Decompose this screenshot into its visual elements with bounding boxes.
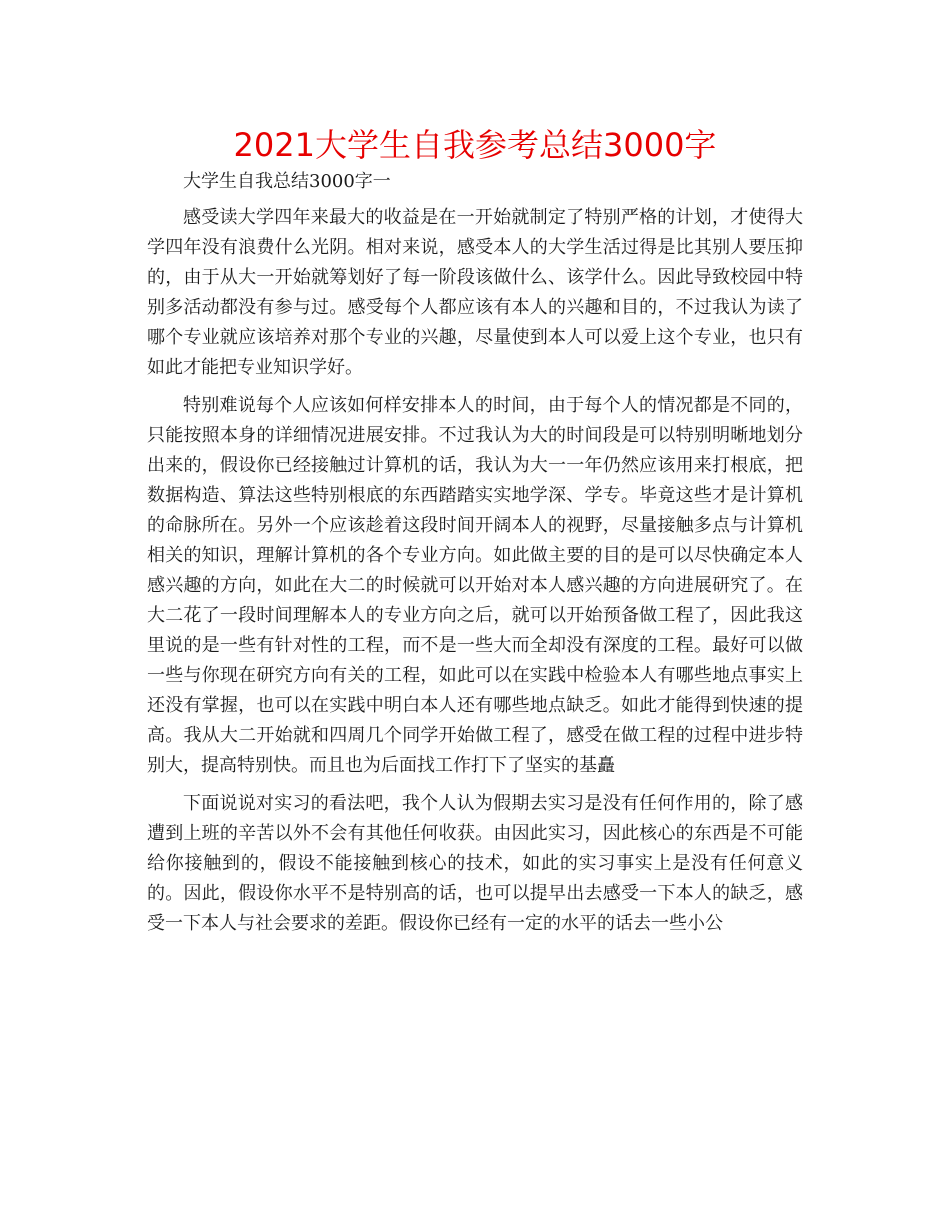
document-title: 2021大学生自我参考总结3000字 xyxy=(233,126,717,164)
paragraph: 下面说说对实习的看法吧，我个人认为假期去实习是没有任何作用的，除了感遭到上班的辛苦以外不会有其他任何收获。由因此实习，因此核心的东西是不可能给你接触到的，假设不能接触到核心的技术，如此的实习事实上是没有任何意义的。因此，假设你水平不是特别高的话，也可以提早出去感受一下本人的缺乏，感受一下本人与社会要求的差距。假设你已经有一定的水平的话去一些小公 xyxy=(147,793,803,934)
paragraph-gap xyxy=(147,383,803,391)
document-subtitle: 大学生自我总结3000字一 xyxy=(183,171,391,192)
document-body xyxy=(147,167,803,939)
paragraph-gap xyxy=(147,781,803,789)
paragraph: 特别难说每个人应该如何样安排本人的时间，由于每个人的情况都是不同的，只能按照本身的详细情况进展安排。不过我认为大的时间段是可以特别明晰地划分出来的，假设你已经接触过计算机的话，我认为大一一年仍然应该用来打根底，把数据构造、算法这些特别根底的东西踏踏实实地学深、学专。毕竟这些才是计算机的命脉所在。另外一个应该趁着这段时间开阔本人的视野，尽量接触多点与计算机相关的知识，理解计算机的各个专业方向。如此做主要的目的是可以尽快确定本人感兴趣的方向，如此在大二的时候就可以开始对本人感兴趣的方向进展研究了。在大二花了一段时间理解本人的专业方向之后，就可以开始预备做工程了，因此我这里说的是一些有针对性的工程，而不是一些大而全却没有深度的工程。最好可以做一些与你现在研究方向有关的工程，如此可以在实践中检验本人有哪些地点事实上还没有掌握，也可以在实践中明白本人还有哪些地点缺乏。如此才能得到快速的提高。我从大二开始就和四周几个同学开始做工程了，感受在做工程的过程中进步特别大，提高特别快。而且也为后面找工作打下了坚实的基矗 xyxy=(147,395,803,776)
paragraph: 感受读大学四年来最大的收益是在一开始就制定了特别严格的计划，才使得大学四年没有浪费什么光阴。相对来说，感受本人的大学生活过得是比其别人要压抑的，由于从大一开始就筹划好了每一阶段该做什么、该学什么。因此导致校园中特别多活动都没有参与过。感受每个人都应该有本人的兴趣和目的，不过我认为读了哪个专业就应该培养对那个专业的兴趣，尽量使到本人可以爱上这个专业，也只有如此才能把专业知识学好。 xyxy=(147,207,803,378)
